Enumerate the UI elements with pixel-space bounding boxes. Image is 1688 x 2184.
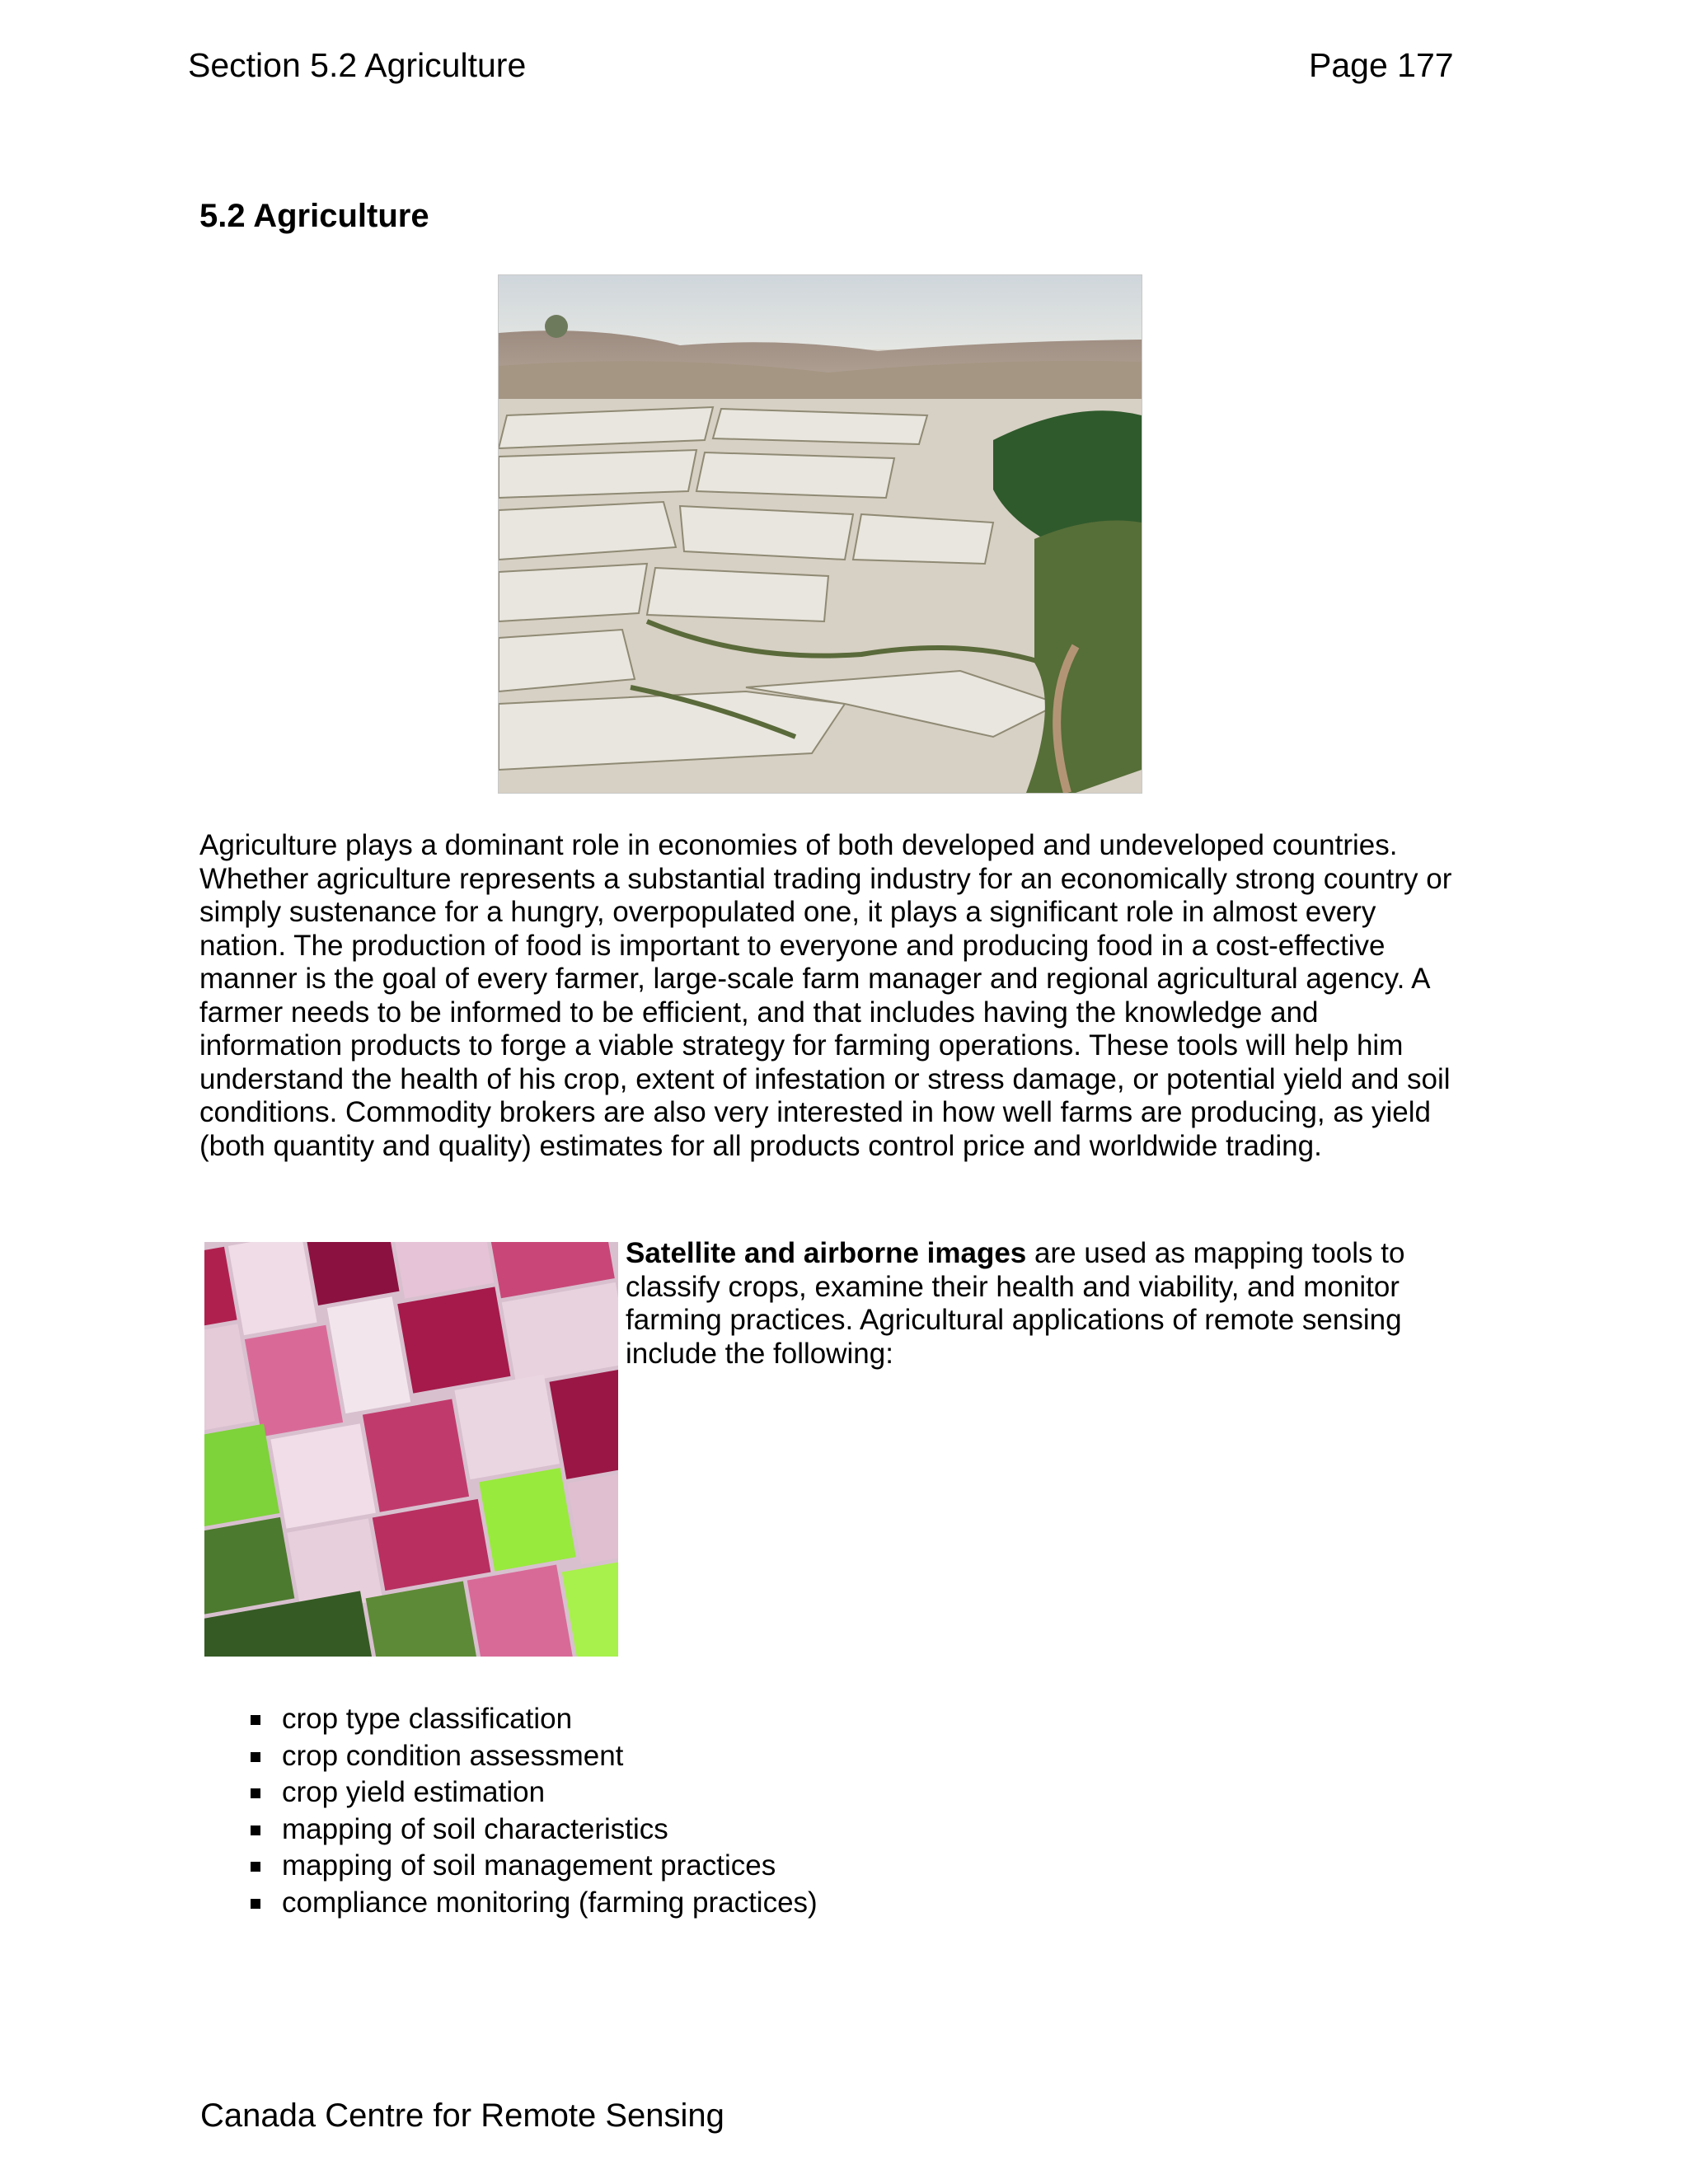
bullet-icon — [251, 1862, 260, 1872]
list-item — [247, 1811, 818, 1849]
list-item — [247, 1885, 818, 1922]
list-item — [247, 1701, 818, 1738]
satellite-description-text: are used as mapping tools to classify crops, examine their health and viability, and monitor farming practices. Agricultural applications of remote sensing include the following: — [626, 1237, 1405, 1370]
rice-terraces-photo — [498, 274, 1142, 794]
bullet-icon — [251, 1752, 260, 1762]
satellite-description-bold: Satellite and airborne images — [626, 1237, 1027, 1269]
bullet-icon — [251, 1715, 260, 1725]
list-item-label: crop yield estimation — [282, 1776, 546, 1808]
list-item-label: crop condition assessment — [282, 1739, 624, 1772]
bullet-icon — [251, 1825, 260, 1835]
list-item-label: compliance monitoring (farming practices) — [282, 1886, 818, 1919]
satellite-crop-fields-image — [204, 1242, 618, 1657]
page-footer: Canada Centre for Remote Sensing — [200, 2097, 724, 2134]
list-item — [247, 1738, 818, 1775]
list-item-label: mapping of soil management practices — [282, 1849, 776, 1882]
list-item-label: crop type classification — [282, 1703, 573, 1735]
bullet-icon — [251, 1788, 260, 1798]
running-header-section: Section 5.2 Agriculture — [188, 46, 527, 84]
list-item — [247, 1774, 818, 1811]
running-header-page-number: Page 177 — [1309, 46, 1454, 84]
section-heading: 5.2 Agriculture — [199, 198, 429, 234]
bullet-icon — [251, 1899, 260, 1909]
list-item-label: mapping of soil characteristics — [282, 1812, 668, 1845]
applications-list — [247, 1701, 818, 1921]
list-item — [247, 1848, 818, 1885]
satellite-description — [626, 1237, 1458, 1371]
intro-paragraph: Agriculture plays a dominant role in economies of both developed and undeveloped countries. Whether agriculture represents a substantial trading industry for an economically strong country or simply sustenance for a hungry, overpopulated one, it plays a significant role in almost every nation. The production of food is important to everyone and producing food in a cost-effective manner is the goal of every farmer, large-scale farm manager and regional agricultural agency. A farmer needs to be informed to be efficient, and that includes having the knowledge and information products to forge a viable strategy for farming operations. These tools will help him understand the health of his crop, extent of infestation or stress damage, or potential yield and soil conditions. Commodity brokers are also very interested in how well farms are producing, as yield (both quantity and quality) estimates for all products control price and worldwide trading. — [199, 829, 1452, 1162]
